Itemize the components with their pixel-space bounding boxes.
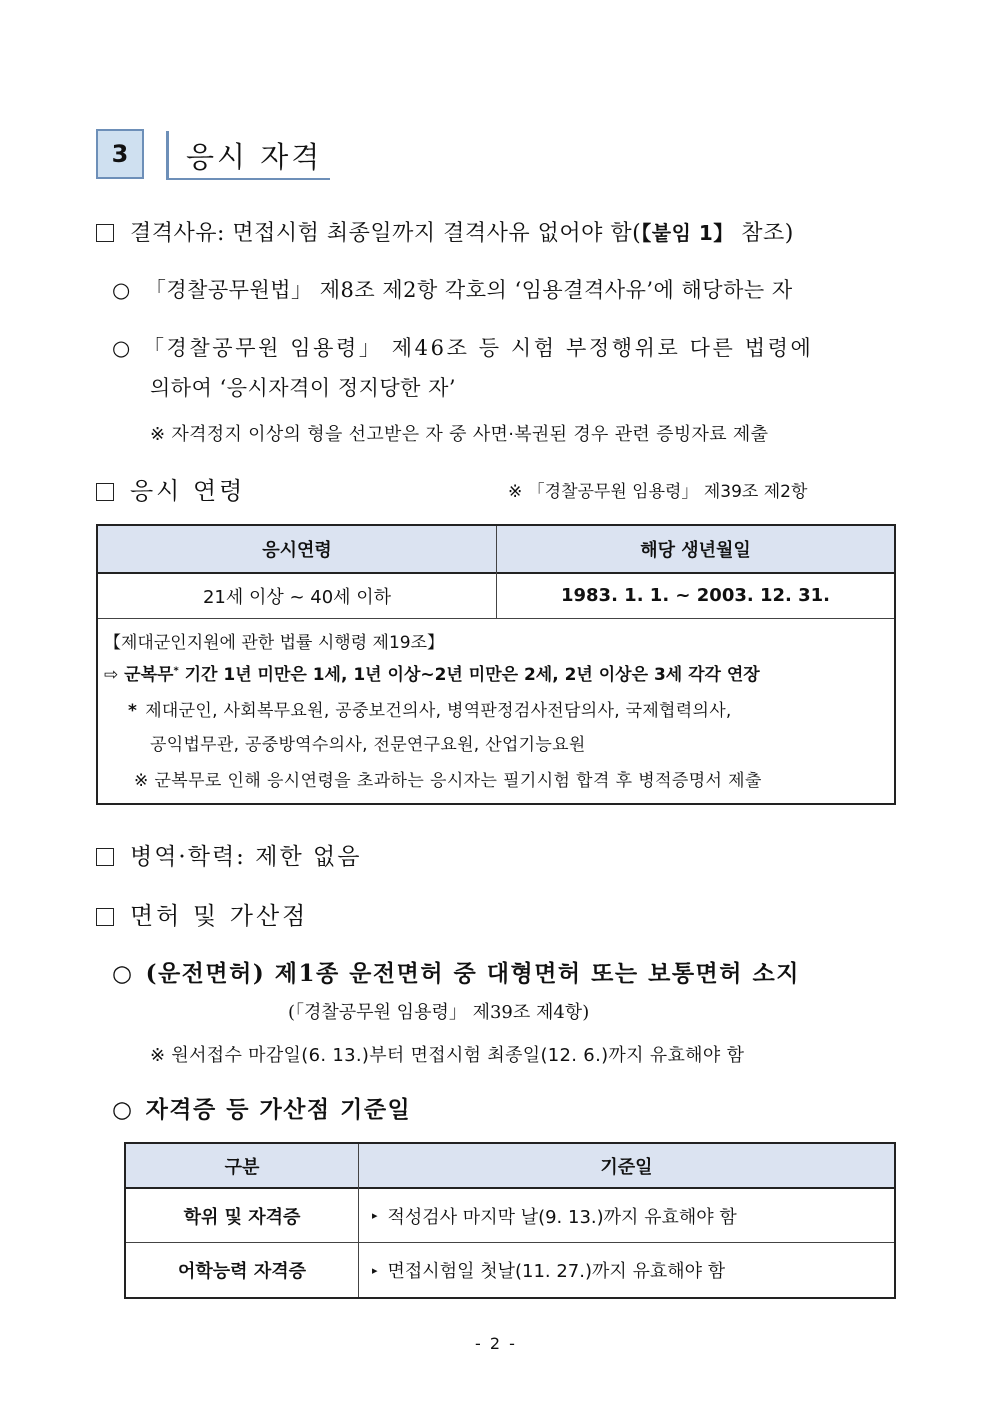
birthdate-range-cell: 1983. 1. 1. ~ 2003. 12. 31.	[560, 585, 831, 606]
extension-rule: ⇨ 군복무* 기간 1년 미만은 1세, 1년 이상~2년 미만은 2세, 2년 이상은 3세 각각 연장	[104, 665, 760, 685]
section-title-underline	[166, 178, 330, 180]
military-education-heading: 병역·학력: 제한 없음	[96, 838, 361, 871]
criteria-row-2-category: 어학능력 자격증	[178, 1261, 306, 1282]
disqualification-heading: 결격사유: 면접시험 최종일까지 결격사유 없어야 함(【붙임 1】 참조)	[96, 216, 794, 247]
bonus-heading: ○ 자격증 등 가산점 기준일	[112, 1096, 412, 1123]
age-table	[96, 524, 896, 805]
footnote-line-1: * 제대군인, 사회복무요원, 공중보건의사, 병역판정검사전담의사, 국제협력의사,	[128, 701, 732, 721]
criteria-row-1-date: ▸ 적성검사 마지막 날(9. 13.)까지 유효해야 함	[372, 1206, 737, 1228]
criteria-row-2-date: ▸ 면접시험일 첫날(11. 27.)까지 유효해야 함	[372, 1261, 726, 1282]
age-heading: 응시 연령	[96, 471, 245, 506]
circle-bullet-icon: ○	[112, 1097, 134, 1123]
driving-license-note: ※ 원서접수 마감일(6. 13.)부터 면접시험 최종일(12. 6.)까지 유효해야 함	[150, 1045, 745, 1066]
age-reference: ※ 「경찰공무원 임용령」 제39조 제2항	[508, 482, 808, 502]
disqualification-item-2: ○ 「경찰공무원 임용령」 제46조 등 시험 부정행위로 다른 법령에	[112, 336, 814, 360]
checkbox-square-icon	[96, 848, 114, 866]
footnote-line-2: 공익법무관, 공중방역수의사, 전문연구요원, 산업기능요원	[150, 735, 586, 755]
driving-license-item: ○ (운전면허) 제1종 운전면허 중 대형면허 또는 보통면허 소지	[112, 960, 800, 987]
law-title: 【제대군인지원에 관한 법률 시행령 제19조】	[104, 633, 444, 653]
criteria-header-date: 기준일	[600, 1156, 653, 1178]
checkbox-square-icon	[96, 908, 114, 926]
driving-license-reference: (「경찰공무원 임용령」 제39조 제4항)	[288, 1002, 590, 1023]
disqualification-item-1: ○ 「경찰공무원법」 제8조 제2항 각호의 ‘임용결격사유’에 해당하는 자	[112, 278, 793, 302]
criteria-row-1-category: 학위 및 자격증	[183, 1206, 301, 1228]
age-header-birthdate: 해당 생년월일	[640, 540, 751, 561]
triangle-bullet-icon: ▸	[372, 1263, 378, 1277]
circle-bullet-icon: ○	[112, 961, 134, 987]
section-title: 응시 자격	[186, 140, 323, 174]
license-heading: 면허 및 가산점	[96, 896, 308, 931]
checkbox-square-icon	[96, 224, 114, 242]
section-number-badge	[96, 129, 144, 179]
military-note: ※ 군복무로 인해 응시연령을 초과하는 응시자는 필기시험 합격 후 병적증명서 제출	[134, 771, 762, 791]
criteria-header-category: 구분	[224, 1156, 260, 1178]
bonus-criteria-table	[124, 1142, 896, 1299]
disqualification-note: ※ 자격정지 이상의 형을 선고받은 자 중 사면·복권된 경우 관련 증빙자료 제출	[150, 424, 769, 445]
age-table-row-line	[98, 618, 894, 619]
triangle-bullet-icon: ▸	[372, 1209, 378, 1222]
circle-bullet-icon: ○	[112, 278, 131, 302]
section-number: 3	[111, 140, 129, 168]
section-title-bar	[166, 131, 169, 179]
page-number: - 2 -	[475, 1334, 517, 1353]
age-header-age: 응시연령	[262, 540, 332, 561]
circle-bullet-icon: ○	[112, 336, 133, 360]
age-range-cell: 21세 이상 ~ 40세 이하	[202, 586, 392, 608]
checkbox-square-icon	[96, 483, 114, 501]
arrow-right-icon: ⇨	[104, 665, 119, 685]
disqualification-item-2-cont: 의하여 ‘응시자격이 정지당한 자’	[150, 376, 457, 400]
